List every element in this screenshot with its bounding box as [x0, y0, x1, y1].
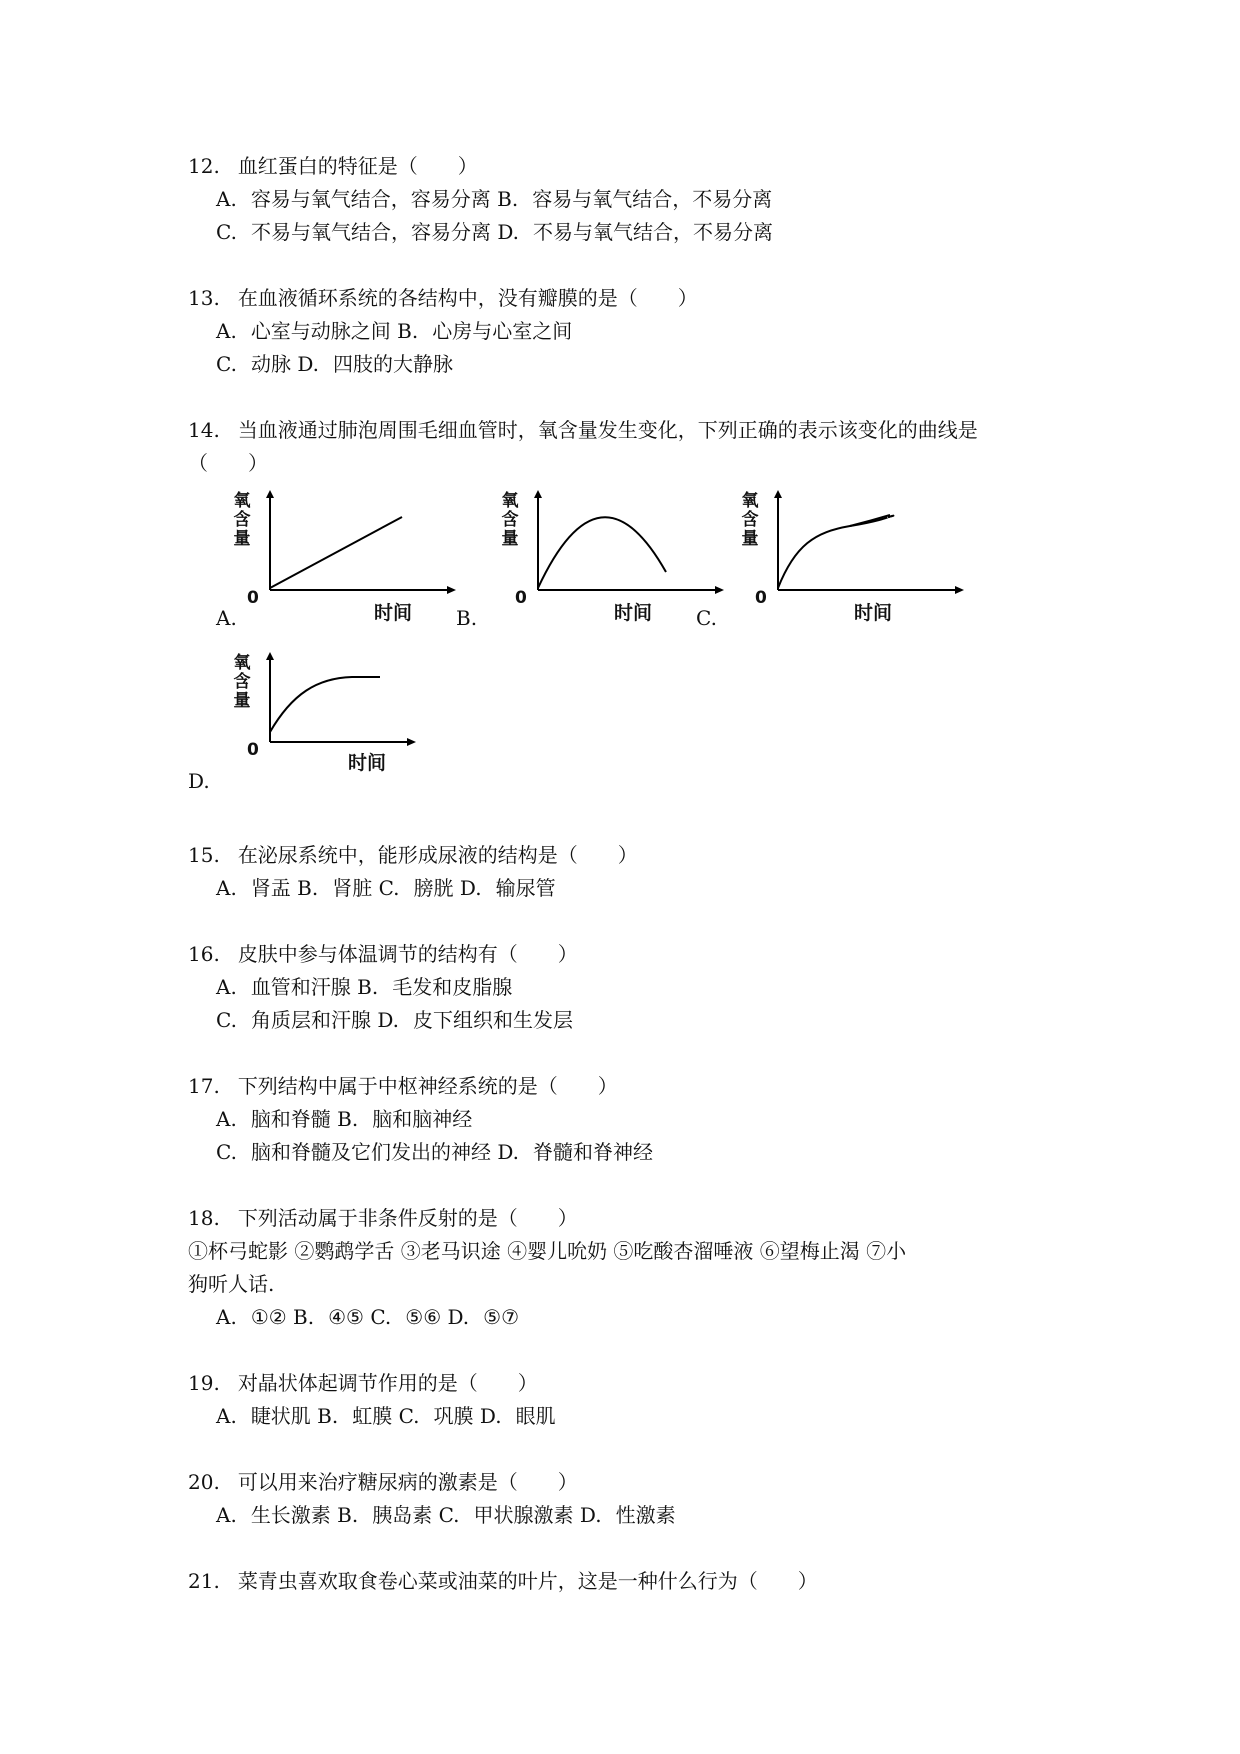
question-number: 12.	[188, 154, 220, 178]
option-text: 眼肌	[515, 1404, 556, 1428]
option-label: B.	[397, 319, 419, 343]
graph-d-plot	[262, 652, 462, 762]
option-label: C.	[216, 352, 237, 376]
option-label: B.	[317, 1404, 339, 1428]
question-number: 15.	[188, 843, 220, 867]
origin-label: 0	[247, 588, 259, 608]
option-text: 脑和脊髓及它们发出的神经	[250, 1140, 491, 1164]
question-stem: 对晶状体起调节作用的是（ ）	[237, 1371, 538, 1395]
option-label: A.	[216, 187, 237, 211]
graph-d	[233, 652, 462, 774]
option-text: ⑤⑥	[405, 1305, 442, 1329]
option-label: C.	[216, 1008, 237, 1032]
options-row	[216, 1403, 556, 1429]
option-label: A.	[216, 319, 237, 343]
question-stem: 血红蛋白的特征是（ ）	[237, 154, 478, 178]
option-label: B.	[297, 876, 319, 900]
options-row	[216, 318, 572, 344]
question-stem: 下列活动属于非条件反射的是（ ）	[237, 1206, 578, 1230]
options-row	[216, 219, 773, 245]
question-stem: 当血液通过肺泡周围毛细血管时，氧含量发生变化，下列正确的表示该变化的曲线是	[237, 418, 978, 442]
question-stem: 菜青虫喜欢取食卷心菜或油菜的叶片，这是一种什么行为（ ）	[237, 1569, 818, 1593]
question-21	[188, 1568, 818, 1594]
option-text: 脑和脑神经	[372, 1107, 473, 1131]
question-18	[188, 1205, 578, 1231]
option-label: C.	[370, 1305, 392, 1329]
question-number: 21.	[188, 1569, 220, 1593]
question-19	[188, 1370, 538, 1396]
option-label: C.	[378, 876, 400, 900]
option-label: C.	[216, 220, 237, 244]
option-text: 动脉	[250, 352, 291, 376]
y-axis-arrow	[266, 652, 274, 660]
question-13	[188, 285, 698, 311]
option-text: 巩膜	[433, 1404, 474, 1428]
x-axis-arrow	[955, 586, 964, 594]
question-number: 17.	[188, 1074, 220, 1098]
origin-label: 0	[755, 588, 767, 608]
option-text: 皮下组织和生发层	[413, 1008, 573, 1032]
option-text: 不易与氧气结合，容易分离	[250, 220, 491, 244]
question-items: ①杯弓蛇影 ②鹦鹉学舌 ③老马识途 ④婴儿吮奶 ⑤吃酸杏溜唾液 ⑥望梅止渴 ⑦小	[188, 1239, 907, 1263]
option-text: 毛发和皮脂腺	[392, 975, 513, 999]
y-axis-arrow	[266, 490, 274, 498]
option-label: A.	[216, 1107, 237, 1131]
x-axis-arrow	[715, 586, 724, 594]
option-label: A.	[216, 1305, 237, 1329]
option-text: 肾盂	[250, 876, 291, 900]
question-stem: 可以用来治疗糖尿病的激素是（ ）	[237, 1470, 578, 1494]
option-text: ⑤⑦	[483, 1305, 520, 1329]
options-row	[216, 974, 512, 1000]
option-text: 容易与氧气结合，容易分离	[250, 187, 491, 211]
option-label: D.	[459, 876, 482, 900]
options-row	[216, 1502, 676, 1528]
curve	[270, 517, 402, 588]
origin-label: 0	[247, 740, 259, 760]
options-row	[216, 1139, 653, 1165]
options-row	[216, 1106, 472, 1132]
option-label: D.	[297, 352, 319, 376]
question-number: 14.	[188, 418, 220, 442]
curve	[270, 677, 380, 732]
option-label: A.	[216, 876, 237, 900]
option-label: B.	[497, 187, 519, 211]
options-row	[216, 1304, 519, 1330]
option-text: 血管和汗腺	[250, 975, 351, 999]
y-axis-label: 氧 含 量	[501, 491, 519, 549]
option-text: 生长激素	[250, 1503, 331, 1527]
option-label: A.	[216, 606, 237, 630]
options-row	[216, 1007, 573, 1033]
options-row	[216, 186, 772, 212]
option-label: C.	[696, 606, 717, 630]
x-axis-label: 时间	[854, 602, 893, 624]
option-label: D.	[188, 769, 210, 793]
option-label: C.	[216, 1140, 237, 1164]
question-15	[188, 842, 638, 868]
question-14	[188, 417, 978, 443]
question-number: 13.	[188, 286, 220, 310]
option-text: 脊髓和脊神经	[533, 1140, 653, 1164]
x-axis-arrow	[407, 738, 416, 746]
option-text: 心室与动脉之间	[250, 319, 391, 343]
x-axis-label: 时间	[374, 602, 413, 624]
x-axis-label: 时间	[614, 602, 653, 624]
question-stem: 在泌尿系统中，能形成尿液的结构是（ ）	[237, 843, 638, 867]
question-stem: 下列结构中属于中枢神经系统的是（ ）	[237, 1074, 618, 1098]
option-label: B.	[456, 606, 478, 630]
x-axis-arrow	[447, 586, 456, 594]
curve	[778, 516, 893, 588]
option-label: B.	[357, 975, 379, 999]
option-label: B.	[337, 1503, 359, 1527]
question-20	[188, 1469, 578, 1495]
option-label: A.	[216, 1404, 237, 1428]
options-row	[216, 875, 556, 901]
origin-label: 0	[515, 588, 527, 608]
option-label: C.	[398, 1404, 420, 1428]
question-stem-continuation: （ ）	[188, 451, 268, 475]
option-text: 输尿管	[495, 876, 556, 900]
option-text: 四肢的大静脉	[333, 352, 453, 376]
question-17	[188, 1073, 618, 1099]
option-text: 性激素	[615, 1503, 676, 1527]
option-text: 肾脏	[332, 876, 373, 900]
option-text: 心房与心室之间	[432, 319, 573, 343]
question-number: 18.	[188, 1206, 220, 1230]
option-text: 胰岛素	[372, 1503, 433, 1527]
option-label: D.	[497, 220, 519, 244]
option-text: 虹膜	[352, 1404, 393, 1428]
y-axis-label: 氧 含 量	[233, 653, 251, 711]
curve	[538, 517, 666, 588]
option-label: B.	[293, 1305, 315, 1329]
option-text: 睫状肌	[250, 1404, 311, 1428]
option-label: D.	[497, 1140, 519, 1164]
x-axis-label: 时间	[348, 752, 387, 774]
curve-tail	[850, 515, 890, 526]
options-row	[216, 351, 453, 377]
option-label: D.	[377, 1008, 399, 1032]
y-axis-arrow	[774, 490, 782, 498]
y-axis-label: 氧 含 量	[233, 491, 251, 549]
y-axis-label: 氧 含 量	[741, 491, 759, 549]
graph-c	[741, 490, 970, 624]
option-text: ①②	[250, 1305, 287, 1329]
option-text: 甲状腺激素	[473, 1503, 574, 1527]
y-axis-arrow	[534, 490, 542, 498]
question-items-continuation: 狗听人话.	[188, 1272, 275, 1296]
graph-a	[233, 490, 462, 624]
option-label: C.	[438, 1503, 460, 1527]
question-16	[188, 941, 578, 967]
option-text: ④⑤	[328, 1305, 364, 1329]
question-stem: 在血液循环系统的各结构中，没有瓣膜的是（ ）	[237, 286, 698, 310]
option-text: 不易与氧气结合，不易分离	[533, 220, 773, 244]
question-number: 19.	[188, 1371, 220, 1395]
option-text: 脑和脊髓	[250, 1107, 331, 1131]
question-number: 20.	[188, 1470, 220, 1494]
option-label: D.	[479, 1404, 502, 1428]
option-text: 角质层和汗腺	[250, 1008, 371, 1032]
option-text: 膀胱	[413, 876, 454, 900]
question-12	[188, 153, 478, 179]
graph-a-plot	[262, 490, 462, 620]
option-label: D.	[579, 1503, 602, 1527]
question-stem: 皮肤中参与体温调节的结构有（ ）	[237, 942, 578, 966]
option-label: A.	[216, 1503, 237, 1527]
option-text: 容易与氧气结合，不易分离	[532, 187, 773, 211]
option-label: A.	[216, 975, 237, 999]
question-number: 16.	[188, 942, 220, 966]
option-label: B.	[337, 1107, 359, 1131]
option-label: D.	[447, 1305, 470, 1329]
graph-b	[501, 490, 730, 624]
